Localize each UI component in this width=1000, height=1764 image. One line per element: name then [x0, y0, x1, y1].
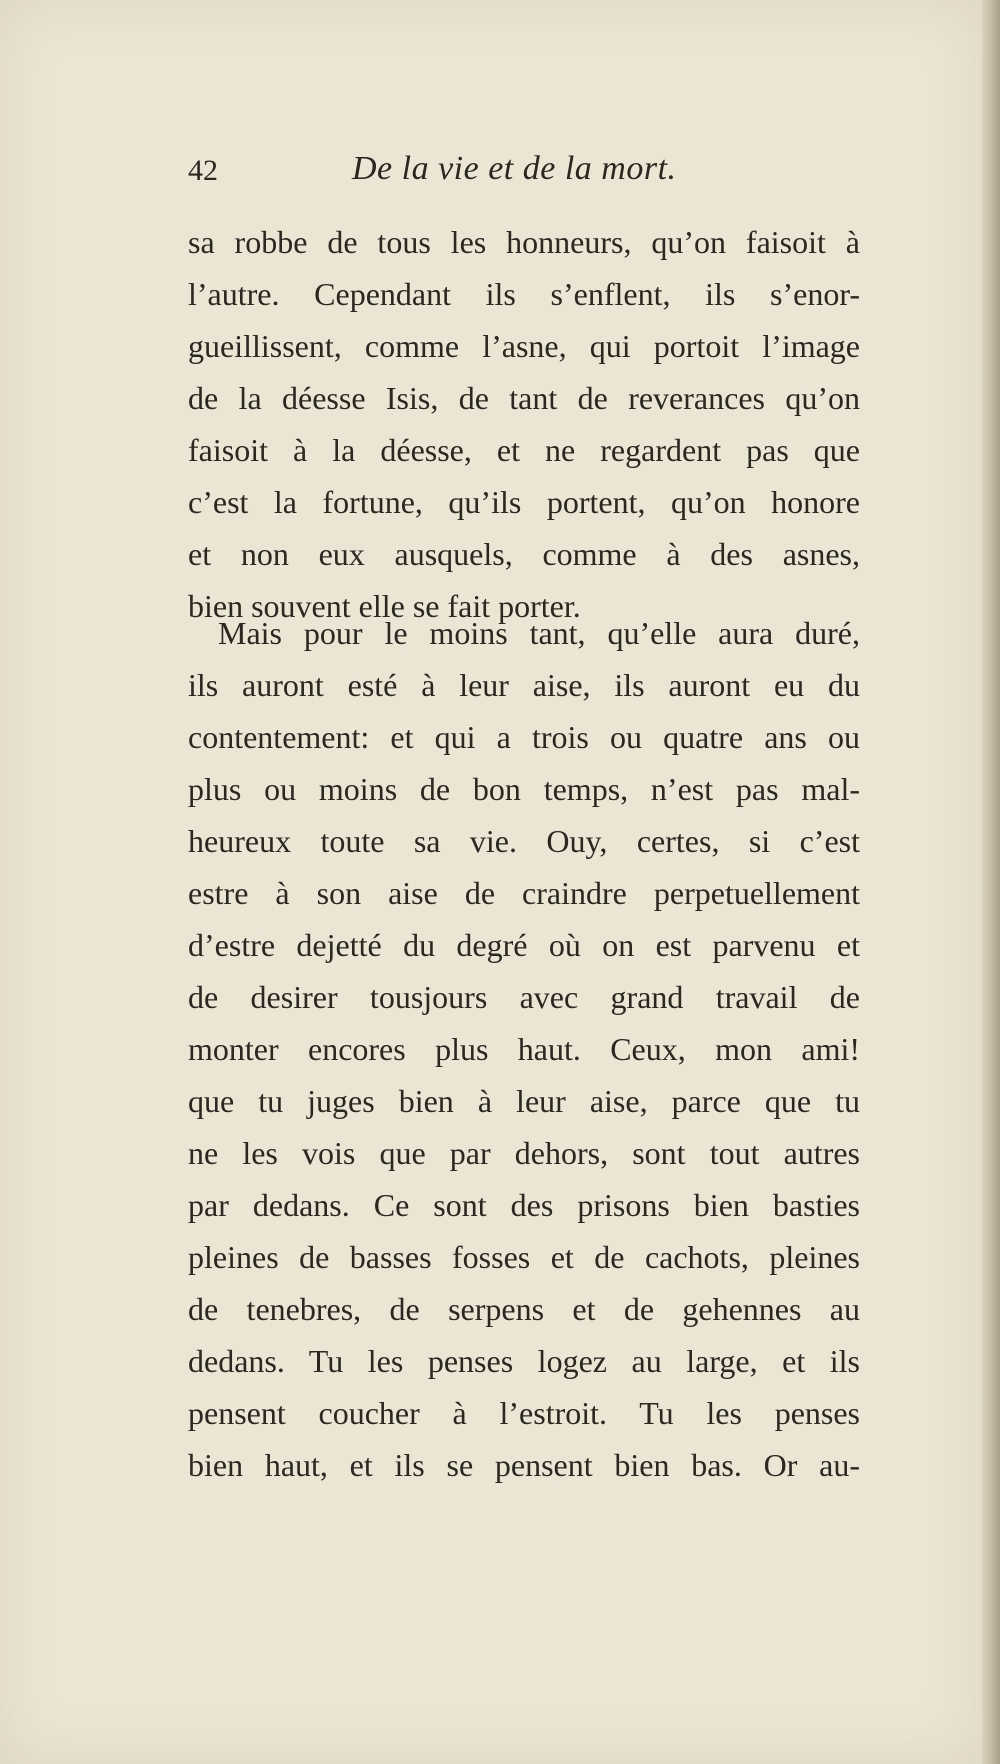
page-header [188, 150, 728, 200]
text-line: faisoit à la déesse, et ne regardent pas que [188, 432, 860, 468]
text-line: estre à son aise de craindre perpetuellement [188, 875, 860, 911]
text-line: pensent coucher à l’estroit. Tu les penses [188, 1395, 860, 1431]
text-line: que tu juges bien à leur aise, parce que tu [188, 1083, 860, 1119]
text-line: Mais pour le moins tant, qu’elle aura duré, [218, 615, 860, 651]
paragraph-1 [188, 216, 860, 632]
text-line: ne les vois que par dehors, sont tout autres [188, 1135, 860, 1171]
text-line: plus ou moins de bon temps, n’est pas mal- [188, 771, 860, 807]
text-line: et non eux ausquels, comme à des asnes, [188, 536, 860, 572]
running-title: De la vie et de la mort. [352, 150, 677, 187]
text-line: de la déesse Isis, de tant de reverances qu’on [188, 380, 860, 416]
text-line: contentement: et qui a trois ou quatre ans ou [188, 719, 860, 755]
text-line: bien souvent elle se fait porter. [188, 588, 581, 624]
text-line: de desirer tousjours avec grand travail de [188, 979, 860, 1015]
paragraph-2 [188, 607, 860, 1491]
text-line: c’est la fortune, qu’ils portent, qu’on honore [188, 484, 860, 520]
text-line: heureux toute sa vie. Ouy, certes, si c’est [188, 823, 860, 859]
page-number: 42 [188, 154, 218, 187]
text-line: l’autre. Cependant ils s’enflent, ils s’enor- [188, 276, 860, 312]
text-line: ils auront esté à leur aise, ils auront eu du [188, 667, 860, 703]
text-line: d’estre dejetté du degré où on est parvenu et [188, 927, 860, 963]
text-line: gueillissent, comme l’asne, qui portoit l’image [188, 328, 860, 364]
text-line: bien haut, et ils se pensent bien bas. Or au- [188, 1447, 860, 1483]
text-line: par dedans. Ce sont des prisons bien basties [188, 1187, 860, 1223]
text-line: monter encores plus haut. Ceux, mon ami! [188, 1031, 860, 1067]
text-line: pleines de basses fosses et de cachots, pleines [188, 1239, 860, 1275]
page-edge [982, 0, 1000, 1764]
text-line: sa robbe de tous les honneurs, qu’on faisoit à [188, 224, 860, 260]
text-line: dedans. Tu les penses logez au large, et ils [188, 1343, 860, 1379]
text-line: de tenebres, de serpens et de gehennes au [188, 1291, 860, 1327]
